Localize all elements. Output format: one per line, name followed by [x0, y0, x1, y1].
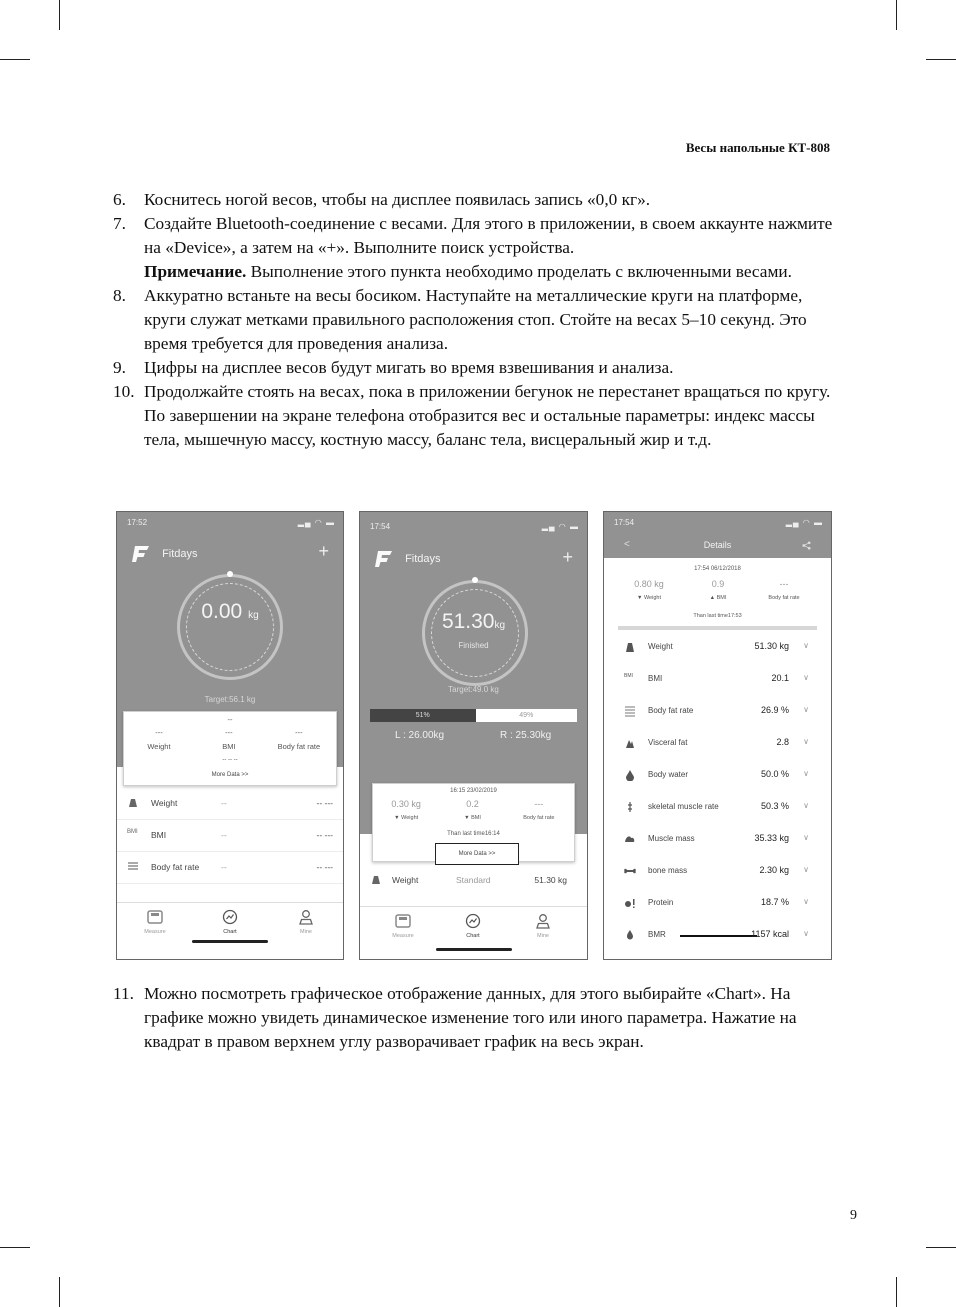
app-name: Fitdays: [162, 547, 198, 560]
tab-label: Chart: [466, 933, 480, 939]
note-label: Примечание.: [144, 262, 247, 281]
signal-wifi-battery-icon: ▂▄ ◠ ▬: [297, 518, 335, 527]
bmi-label-text: BMI: [716, 595, 727, 601]
muscle-rate-icon: [624, 801, 636, 813]
running-header: Весы напольные КТ-808: [685, 140, 830, 155]
scale-icon: [147, 909, 163, 925]
instruction-item: [113, 212, 833, 284]
weight-label-text: Weight: [643, 595, 661, 601]
chart-icon: [222, 909, 238, 925]
home-indicator: [436, 948, 512, 951]
detail-label: skeletal muscle rate: [648, 802, 719, 811]
fat-label: Body fat rate: [523, 815, 555, 821]
summary-card: [372, 783, 575, 862]
metric-label: Body fat rate: [151, 862, 200, 872]
item-text: Цифры на дисплее весов будут мигать во время взвешивания и анализа.: [144, 358, 674, 377]
chevron-down-icon[interactable]: ∨: [803, 929, 809, 938]
ring-progress-dot: [227, 571, 233, 577]
detail-row[interactable]: [604, 760, 831, 792]
fat-label: Body fat rate: [277, 742, 321, 751]
weight-number: 0.00: [201, 600, 243, 623]
metric-row[interactable]: [117, 851, 343, 884]
item-text: Коснитесь ногой весов, чтобы на дисплее появилась запись «0,0 кг».: [144, 190, 651, 209]
metric-label: Weight: [151, 798, 178, 808]
detail-row[interactable]: [604, 696, 831, 728]
tab-chart[interactable]: [448, 913, 498, 939]
detail-value: 51.30 kg: [754, 641, 789, 651]
right-balance: 49%: [476, 709, 577, 722]
ring-progress-dot: [472, 577, 478, 583]
right-leg-weight: R : 25.30kg: [500, 730, 552, 741]
fat-label: Body fat rate: [768, 595, 800, 601]
ring-inner: [186, 583, 274, 671]
measure-status: Finished: [458, 641, 489, 650]
metric-value: -- ---: [316, 862, 333, 872]
metric-value: 51.30 kg: [534, 875, 567, 885]
metric-value: -- ---: [316, 798, 333, 808]
item-text: Можно посмотреть графическое отображение данных, для этого выбирайте «Chart». На графике можно увидеть динамическое изменение того или иного параметра. Нажатие на квадрат в правом верхнем углу разворачивает график на весь экран.: [144, 984, 797, 1051]
item-number: 8.: [113, 286, 126, 305]
bone-icon: [624, 865, 636, 877]
app-brand: [131, 544, 198, 564]
detail-row[interactable]: [604, 632, 831, 664]
chevron-down-icon[interactable]: ∨: [803, 833, 809, 842]
summary-card: [123, 711, 337, 786]
fitdays-logo-icon: [131, 544, 151, 564]
crop-mark: [926, 59, 956, 60]
up-arrow-icon: ▲: [709, 595, 716, 601]
share-icon[interactable]: [802, 541, 811, 550]
left-balance: 51%: [370, 709, 476, 722]
status-bar: [127, 518, 335, 530]
bmi-label: [439, 815, 505, 821]
weight-label-text: Weight: [401, 815, 419, 821]
crop-mark: [896, 1277, 897, 1307]
tab-chart[interactable]: [205, 909, 255, 935]
chevron-down-icon[interactable]: ∨: [803, 865, 809, 874]
than-last-time: Than last time16:14: [447, 831, 500, 837]
detail-row[interactable]: [604, 888, 831, 920]
metric-status: --: [221, 798, 227, 808]
home-indicator: [192, 940, 268, 943]
metric-label: Weight: [392, 875, 419, 885]
weight-unit: kg: [248, 610, 259, 621]
weight-label: [621, 595, 677, 601]
crop-mark: [0, 1247, 30, 1248]
detail-row[interactable]: [604, 824, 831, 856]
detail-row[interactable]: [604, 664, 831, 696]
detail-label: BMI: [648, 674, 663, 683]
instruction-list-continued: [113, 982, 833, 1054]
instruction-list: [113, 188, 833, 452]
bmi-label-text: BMI: [471, 815, 481, 821]
page-number: 9: [850, 1208, 857, 1223]
chevron-down-icon[interactable]: ∨: [803, 897, 809, 906]
bmi-label: BMI: [222, 742, 236, 751]
metric-label: BMI: [151, 830, 167, 840]
signal-wifi-battery-icon: ▂▄ ◠ ▬: [541, 522, 579, 531]
crop-mark: [59, 1277, 60, 1307]
app-name: Fitdays: [405, 552, 441, 565]
tab-bar: [117, 902, 343, 959]
chevron-down-icon[interactable]: ∨: [803, 737, 809, 746]
protein-icon: [624, 897, 636, 909]
item-text: Продолжайте стоять на весах, пока в приложении бегунок не перестанет вращаться по кругу. По завершении на экране телефона отобразится вес и остальные параметры: индекс массы тела, мышечную массу, костную массу, баланс тела, висцеральный жир и т.д.: [144, 382, 831, 449]
down-arrow-icon: ▼: [464, 815, 470, 821]
tab-measure[interactable]: [130, 909, 180, 935]
tab-label: Measure: [392, 933, 414, 939]
bmi-label: [690, 595, 746, 601]
chevron-down-icon[interactable]: ∨: [803, 705, 809, 714]
bmi-delta: ---: [225, 728, 233, 737]
crop-mark: [896, 0, 897, 30]
crop-mark: [0, 59, 30, 60]
item-number: 11.: [113, 984, 134, 1003]
chart-icon: [465, 913, 481, 929]
weight-icon: [370, 874, 382, 885]
visceral-fat-icon: [624, 737, 636, 749]
add-device-button[interactable]: +: [562, 547, 573, 567]
app-brand: [374, 549, 441, 569]
signal-wifi-battery-icon: ▂▄ ◠ ▬: [785, 518, 823, 527]
instruction-item: [113, 380, 833, 452]
status-time: 17:54: [370, 522, 391, 531]
left-leg-weight: L : 26.00kg: [395, 730, 445, 741]
details-title: Details: [703, 540, 732, 550]
measure-datetime: 16:15 23/02/2019: [450, 788, 497, 794]
weight-number: 51.30: [441, 610, 495, 633]
metric-row[interactable]: [117, 819, 343, 852]
status-bar: [614, 518, 823, 530]
card-top-dash: --: [227, 715, 233, 724]
bmr-icon: [624, 929, 636, 941]
phone-screenshot-home: [116, 511, 344, 960]
bmi-icon: BMI: [624, 673, 633, 679]
detail-label: Body water: [648, 770, 689, 779]
body-fat-icon: [127, 861, 139, 872]
item-number: 7.: [113, 214, 126, 233]
bmi-delta: 0.2: [466, 799, 479, 809]
metric-status: --: [221, 830, 227, 840]
tab-bar: [360, 906, 587, 959]
weight-unit: kg: [494, 620, 506, 631]
detail-value: 35.33 kg: [754, 833, 789, 843]
instruction-item: [113, 356, 833, 380]
detail-label: Weight: [648, 642, 673, 651]
user-icon: [535, 913, 551, 929]
scale-icon: [395, 913, 411, 929]
weight-icon: [127, 797, 139, 808]
detail-value: 50.0 %: [760, 769, 789, 779]
crop-mark: [926, 1247, 956, 1248]
detail-row[interactable]: [604, 728, 831, 760]
tab-label: Chart: [223, 929, 237, 935]
detail-row[interactable]: [604, 792, 831, 824]
chevron-down-icon[interactable]: ∨: [803, 769, 809, 778]
than-last-time: Than last time17:53: [693, 613, 742, 619]
chevron-down-icon[interactable]: ∨: [803, 801, 809, 810]
tab-mine[interactable]: [281, 909, 331, 935]
tab-mine[interactable]: [518, 913, 568, 939]
tab-label: Measure: [144, 929, 166, 935]
metric-value: -- ---: [316, 830, 333, 840]
more-data-button[interactable]: More Data >>: [435, 843, 519, 865]
weight-value: [360, 610, 587, 634]
target-weight: Target:56.1 kg: [204, 695, 256, 704]
item-number: 9.: [113, 358, 126, 377]
metric-row[interactable]: [360, 864, 587, 896]
card-dashes: -- -- --: [222, 757, 238, 763]
status-bar: [370, 522, 579, 534]
item-number: 10.: [113, 382, 135, 401]
item-text: Создайте Bluetooth-соединение с весами. Для этого в приложении, в своем аккаунте нажмите на «Device», а затем на «+». Выполните поиск устройства.: [144, 214, 833, 257]
item-number: 6.: [113, 190, 126, 209]
detail-label: BMR: [648, 930, 666, 939]
detail-label: Visceral fat: [648, 738, 688, 747]
item-text: Аккуратно встаньте на весы босиком. Наступайте на металлические круги на платформе, круги служат метками правильного расположения стоп. Стойте на весах 5–10 секунд. Это время требуется для проведения анализа.: [144, 286, 807, 353]
detail-label: Protein: [648, 898, 674, 907]
bmi-delta: 0.9: [711, 579, 725, 589]
detail-label: bone mass: [648, 866, 688, 875]
target-weight: Target:49.0 kg: [448, 685, 499, 694]
bmi-icon: BMI: [127, 829, 138, 835]
water-drop-icon: [624, 769, 636, 781]
weight-label: [373, 815, 439, 821]
metric-status: --: [221, 862, 227, 872]
weight-delta: ---: [155, 728, 163, 737]
detail-row[interactable]: [604, 920, 831, 952]
detail-value: 2.8: [776, 737, 789, 747]
detail-label: Muscle mass: [648, 834, 695, 843]
fat-delta: ---: [295, 728, 303, 737]
fat-delta: ---: [779, 579, 789, 589]
down-arrow-icon: ▼: [636, 595, 643, 601]
chevron-down-icon[interactable]: ∨: [803, 673, 809, 682]
chevron-down-icon[interactable]: ∨: [803, 641, 809, 650]
note-text: Выполнение этого пункта необходимо проделать с включенными весами.: [250, 262, 792, 281]
more-data-button[interactable]: More Data >>: [211, 772, 249, 778]
status-time: 17:52: [127, 518, 148, 527]
body-fat-icon: [624, 705, 636, 717]
weight-delta: 0.30 kg: [391, 799, 421, 809]
detail-value: 2.30 kg: [759, 865, 789, 875]
down-arrow-icon: ▼: [394, 815, 400, 821]
section-divider: [618, 626, 817, 630]
detail-row[interactable]: [604, 856, 831, 888]
instruction-item: [113, 982, 833, 1054]
back-button[interactable]: <: [624, 539, 630, 550]
measure-datetime: 17:54 06/12/2018: [694, 566, 741, 572]
detail-label: Body fat rate: [648, 706, 694, 715]
metric-status: Standard: [456, 875, 491, 885]
detail-value: 50.3 %: [760, 801, 789, 811]
weight-ring: [177, 574, 283, 680]
weight-label: Weight: [147, 742, 171, 751]
annotation-line: [680, 935, 757, 937]
detail-value: 1157 kcal: [751, 929, 789, 939]
instruction-item: [113, 188, 833, 212]
user-icon: [298, 909, 314, 925]
fitdays-logo-icon: [374, 549, 394, 569]
phone-screenshot-details: [603, 511, 832, 960]
crop-mark: [59, 0, 60, 30]
phone-screenshot-result: [359, 511, 588, 960]
balance-bar: [370, 709, 577, 722]
tab-measure[interactable]: [378, 913, 428, 939]
detail-value: 26.9 %: [760, 705, 789, 715]
fat-delta: ---: [534, 799, 544, 809]
metric-row[interactable]: [117, 787, 343, 820]
add-device-button[interactable]: +: [318, 541, 329, 561]
status-time: 17:54: [614, 518, 635, 527]
tab-label: Mine: [300, 929, 312, 935]
instruction-item: [113, 284, 833, 356]
tab-label: Mine: [537, 933, 549, 939]
weight-icon: [624, 641, 636, 653]
muscle-mass-icon: [624, 833, 636, 845]
detail-value: 20.1: [771, 673, 789, 683]
weight-delta: 0.80 kg: [634, 579, 664, 589]
weight-value: [117, 600, 343, 624]
detail-value: 18.7 %: [760, 897, 789, 907]
